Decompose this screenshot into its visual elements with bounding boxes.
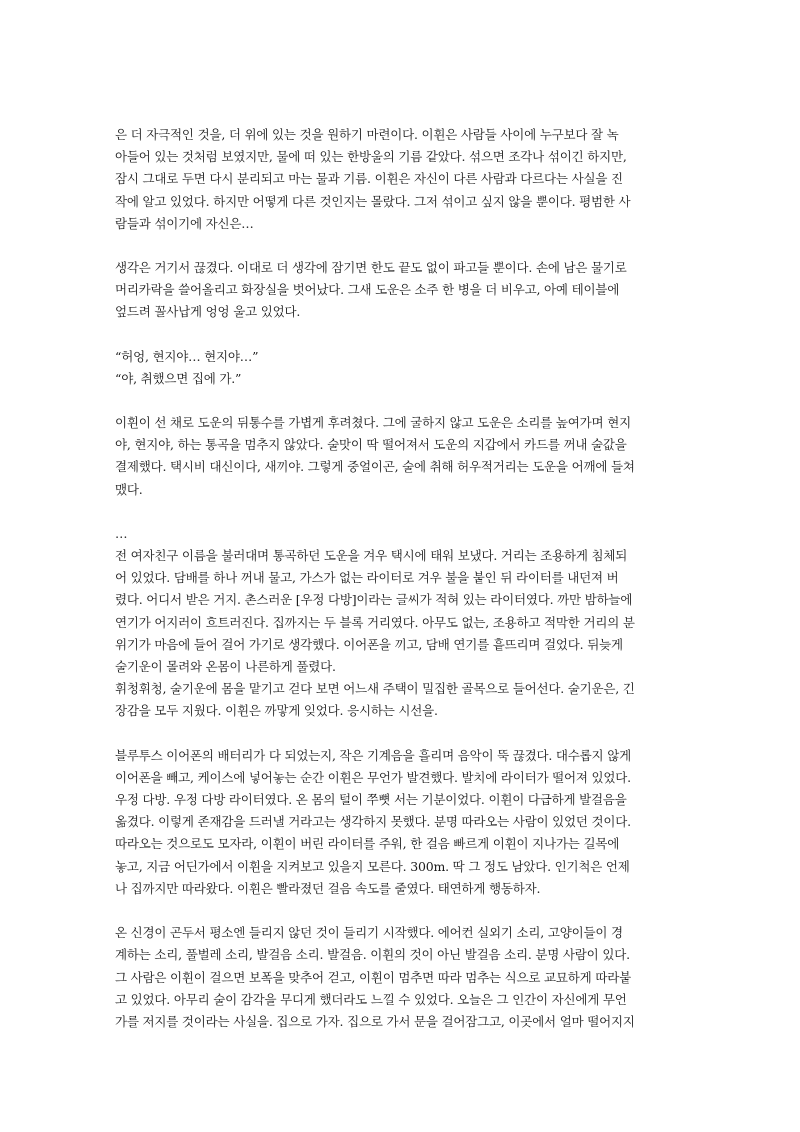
- text-line: 생각은 거기서 끊겼다. 이대로 더 생각에 잠기면 한도 끝도 없이 파고들 뿐이다. 손에 남은 물기로: [115, 260, 627, 276]
- text-line: 장감을 모두 지웠다. 이휜은 까맣게 잊었다. 응시하는 시선을.: [115, 703, 438, 719]
- text-line: 계하는 소리, 풀벌레 소리, 발걸음 소리. 발걸음. 이휜의 것이 아닌 발걸음 소리. 분명 사람이 있다.: [115, 947, 630, 963]
- text-line: 블루투스 이어폰의 배터리가 다 되었는지, 작은 기계음을 흘리며 음악이 뚝 끊겼다. 대수롭지 않게: [115, 747, 631, 763]
- text-line: 옮겼다. 이렇게 존재감을 드러낼 거라고는 생각하지 못했다. 분명 따라오는 사람이 있었던 것이다.: [115, 814, 631, 830]
- paragraph-2: [115, 257, 685, 324]
- text-line: 우정 다방. 우정 다방 라이터였다. 온 몸의 털이 쭈뼛 서는 기분이었다. 이휜이 다급하게 발걸음을: [115, 792, 627, 808]
- paragraph-4: [115, 412, 685, 501]
- text-line: 이휜이 선 채로 도운의 뒤통수를 가볍게 후려쳤다. 그에 굴하지 않고 도운은 소리를 높여가며 현지: [115, 415, 631, 431]
- text-line: 따라오는 것으로도 모자라, 이휜이 버린 라이터를 주워, 한 걸음 빠르게 이휜이 지나가는 길목에: [115, 836, 620, 852]
- paragraph-6: [115, 745, 685, 900]
- text-line: 이어폰을 빼고, 케이스에 넣어놓는 순간 이휜은 무언가 발견했다. 발치에 라이터가 떨어져 있었다.: [115, 769, 631, 785]
- text-line: 휘청휘청, 술기운에 몸을 맡기고 걷다 보면 어느새 주택이 밀집한 골목으로 들어선다. 술기운은, 긴: [115, 681, 635, 697]
- paragraph-5: [115, 523, 685, 723]
- text-line: 람들과 섞이기에 자신은…: [115, 215, 254, 231]
- text-line: 연기가 어지러이 흐트러진다. 집까지는 두 블록 거리였다. 아무도 없는, 조용하고 적막한 거리의 분: [115, 614, 635, 630]
- text-line: 잠시 그대로 두면 다시 분리되고 마는 물과 기름. 이휜은 자신이 다른 사람과 다르다는 사실을 진: [115, 171, 623, 187]
- dialogue-line: “허엉, 현지야… 현지야…”: [115, 348, 259, 364]
- text-line: 머리카락을 쓸어올리고 화장실을 벗어났다. 그새 도운은 소주 한 병을 더 비우고, 아예 테이블에: [115, 282, 620, 298]
- scene-break: …: [115, 525, 128, 541]
- text-line: 렸다. 어디서 받은 거지. 촌스러운 [우정 다방]이라는 글씨가 적혀 있는 라이터였다. 까만 밤하늘에: [115, 592, 633, 608]
- text-line: 전 여자친구 이름을 불러대며 통곡하던 도운을 겨우 택시에 태워 보냈다. 거리는 조용하게 침체되: [115, 548, 628, 564]
- text-line: 놓고, 지금 어딘가에서 이휜을 지켜보고 있을지 모른다. 300m. 딱 그 정도 남았다. 인기척은 언제: [115, 858, 630, 874]
- text-line: 결제했다. 택시비 대신이다, 새끼야. 그렇게 중얼이곤, 술에 취해 허우적거리는 도운을 어깨에 들쳐: [115, 459, 635, 475]
- text-line: 나 집까지만 따라왔다. 이휜은 빨라졌던 걸음 속도를 줄였다. 태연하게 행동하자.: [115, 880, 541, 896]
- text-line: 위기가 마음에 들어 걸어 가기로 생각했다. 이어폰을 끼고, 담배 연기를 흩뜨리며 걸었다. 뒤늦게: [115, 636, 623, 652]
- paragraph-7: [115, 922, 685, 1033]
- text-line: 아들어 있는 것처럼 보였지만, 물에 떠 있는 한방울의 기름 같았다. 섞으면 조각나 섞이긴 하지만,: [115, 149, 627, 165]
- dialogue-line: “야, 취했으면 집에 가.”: [115, 370, 242, 386]
- text-line: 고 있었다. 아무리 술이 감각을 무디게 했더라도 느낄 수 있었다. 오늘은 그 인간이 자신에게 무언: [115, 991, 627, 1007]
- text-line: 술기운이 몰려와 온몸이 나른하게 풀렸다.: [115, 659, 336, 675]
- text-line: 야, 현지야, 하는 통곡을 멈추지 않았다. 술맛이 딱 떨어져서 도운의 지갑에서 카드를 꺼내 술값을: [115, 437, 627, 453]
- text-line: 온 신경이 곤두서 평소엔 들리지 않던 것이 들리기 시작했다. 에어컨 실외기 소리, 고양이들이 경: [115, 925, 623, 941]
- text-line: 맸다.: [115, 481, 143, 497]
- document-page: [115, 124, 685, 1033]
- text-line: 작에 알고 있었다. 하지만 어떻게 다른 것인지는 몰랐다. 그저 섞이고 싶지 않을 뿐이다. 평범한 사: [115, 193, 631, 209]
- text-line: 어 있었다. 담배를 하나 꺼내 물고, 가스가 없는 라이터로 겨우 불을 붙인 뒤 라이터를 내던져 버: [115, 570, 619, 586]
- text-line: 가를 저지를 것이라는 사실을. 집으로 가자. 집으로 가서 문을 걸어잠그고, 이곳에서 얼마 떨어지지: [115, 1013, 635, 1029]
- text-line: 그 사람은 이휜이 걸으면 보폭을 맞추어 걷고, 이휜이 멈추면 따라 멈추는 식으로 교묘하게 따라붙: [115, 969, 631, 985]
- text-line: 엎드려 꼴사납게 엉엉 울고 있었다.: [115, 304, 301, 320]
- text-line: 은 더 자극적인 것을, 더 위에 있는 것을 원하기 마련이다. 이휜은 사람들 사이에 누구보다 잘 녹: [115, 127, 619, 142]
- dialogue-paragraph: [115, 346, 685, 390]
- paragraph-1: [115, 124, 685, 235]
